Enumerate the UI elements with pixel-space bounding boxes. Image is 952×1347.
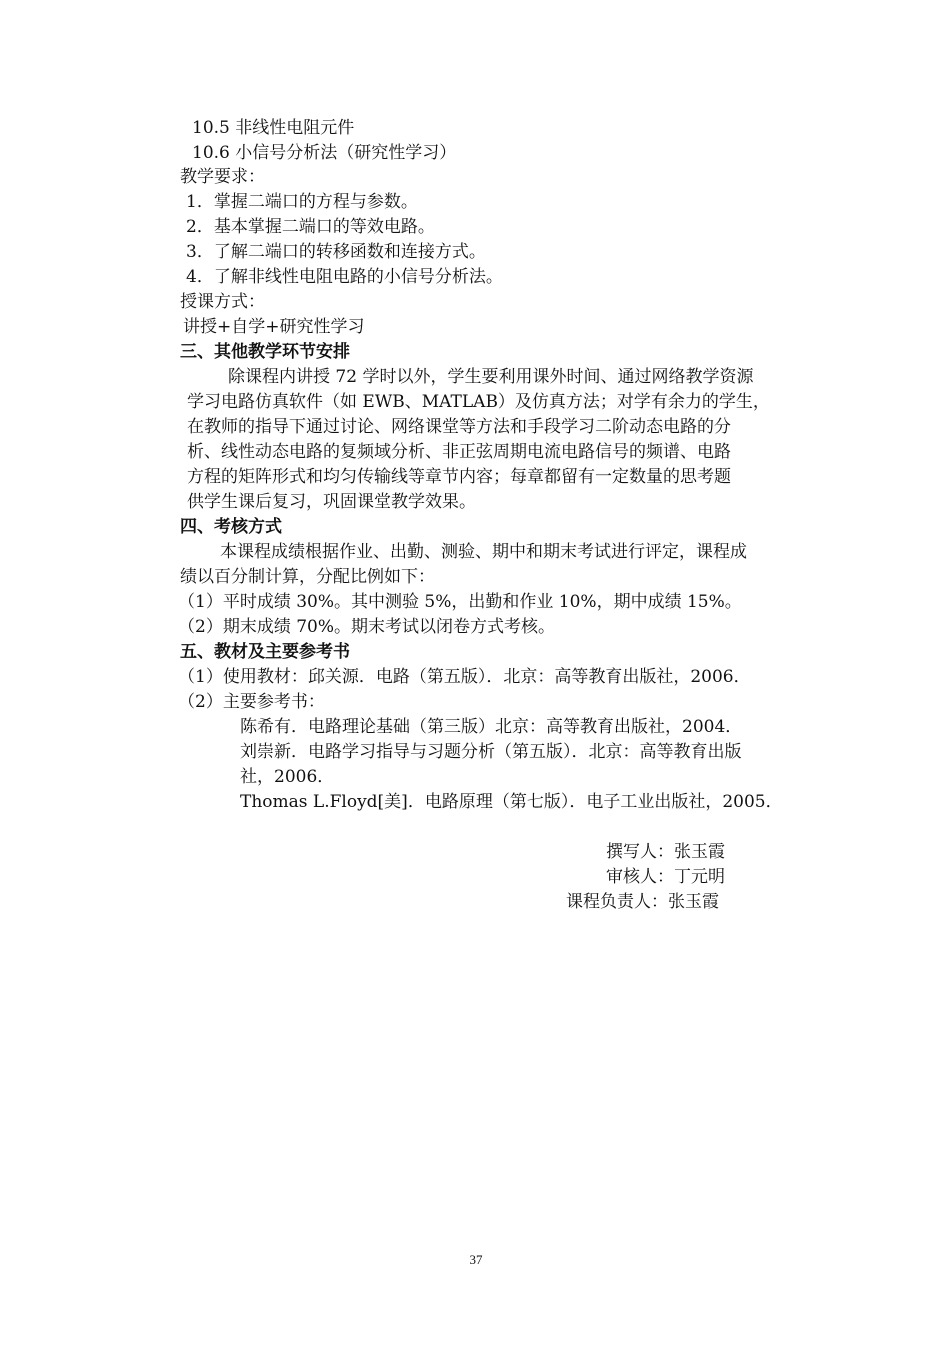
reference-2-line-2: 社，2006． (240, 767, 335, 787)
section-heading-4: 四、考核方式 (180, 517, 282, 537)
paragraph-3-line-6: 供学生课后复习，巩固课堂教学效果。 (187, 492, 476, 512)
requirement-item-4: 4．了解非线性电阻电路的小信号分析法。 (186, 267, 503, 287)
teaching-requirements-label: 教学要求： (180, 167, 265, 187)
paragraph-3-line-1: 除课程内讲授 72 学时以外，学生要利用课外时间、通过网络教学资源 (228, 367, 754, 387)
section-heading-5: 五、教材及主要参考书 (180, 642, 350, 662)
paragraph-3-line-2: 学习电路仿真软件（如 EWB、MATLAB）及仿真方法；对学有余力的学生， (187, 392, 770, 412)
paragraph-3-line-5: 方程的矩阵形式和均匀传输线等章节内容；每章都留有一定数量的思考题 (187, 467, 731, 487)
paragraph-4-line-2: 绩以百分制计算，分配比例如下： (180, 567, 435, 587)
teaching-method-label: 授课方式： (180, 292, 265, 312)
author-signature: 撰写人：张玉霞 (606, 842, 725, 862)
reference-3: Thomas L.Floyd[美]．电路原理（第七版）．电子工业出版社，2005． (240, 792, 783, 812)
requirement-item-2: 2．基本掌握二端口的等效电路。 (186, 217, 435, 237)
section-item-10-6: 10.6 小信号分析法（研究性学习） (192, 143, 457, 163)
paragraph-3-line-4: 析、线性动态电路的复频域分析、非正弦周期电流电路信号的频谱、电路 (187, 442, 731, 462)
reference-2-line-1: 刘崇新．电路学习指导与习题分析（第五版）．北京：高等教育出版 (240, 742, 742, 762)
requirement-item-1: 1．掌握二端口的方程与参数。 (186, 192, 418, 212)
requirement-item-3: 3．了解二端口的转移函数和连接方式。 (186, 242, 486, 262)
section-item-10-5: 10.5 非线性电阻元件 (192, 118, 355, 138)
page-number: 37 (469, 1252, 483, 1267)
grading-item-1: （1）平时成绩 30%。其中测验 5%，出勤和作业 10%，期中成绩 15%。 (178, 592, 742, 612)
reviewer-signature: 审核人：丁元明 (606, 867, 725, 887)
course-lead-signature: 课程负责人：张玉霞 (566, 892, 719, 912)
textbook-entry: （1）使用教材：邱关源．电路（第五版）．北京：高等教育出版社，2006． (178, 667, 751, 687)
section-heading-3: 三、其他教学环节安排 (180, 342, 350, 362)
references-label: （2）主要参考书： (178, 692, 325, 712)
grading-item-2: （2）期末成绩 70%。期末考试以闭卷方式考核。 (178, 617, 556, 637)
paragraph-3-line-3: 在教师的指导下通过讨论、网络课堂等方法和手段学习二阶动态电路的分 (187, 417, 731, 437)
paragraph-4-line-1: 本课程成绩根据作业、出勤、测验、期中和期末考试进行评定，课程成 (220, 542, 747, 562)
reference-1: 陈希有．电路理论基础（第三版）北京：高等教育出版社，2004． (240, 717, 743, 737)
teaching-method-text: 讲授+自学+研究性学习 (183, 317, 365, 337)
